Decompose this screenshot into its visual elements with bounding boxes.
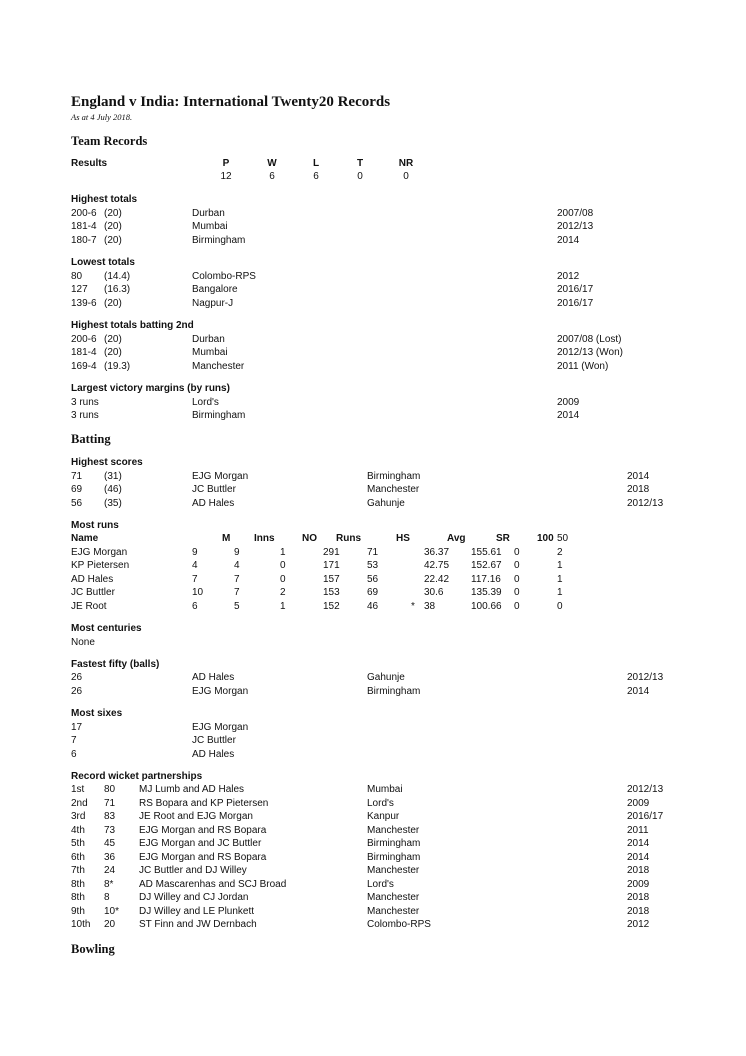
player-name: KP Pietersen [71,560,130,571]
venue: Manchester [192,361,245,372]
balls: (46) [104,484,122,495]
overs: (20) [104,208,122,219]
season: 2011 [627,825,649,836]
player: EJG Morgan [192,722,249,733]
header-m: M [222,533,231,544]
score: 169-4 [71,361,97,372]
wicket: 10th [71,919,91,930]
margin: 3 runs [71,410,99,421]
season: 2014 [627,852,650,863]
runs: 157 [323,574,340,585]
matches: 7 [192,574,198,585]
venue: Gahunje [367,672,405,683]
header-inns: Inns [254,533,275,544]
season: 2012/13 [627,784,664,795]
average: 38 [424,601,436,612]
wicket: 8th [71,892,85,903]
venue: Birmingham [192,410,246,421]
not-outs: 0 [280,560,286,571]
header-hs: HS [396,533,410,544]
venue: Mumbai [192,347,228,358]
overs: (20) [104,334,122,345]
balls: 26 [71,686,83,697]
venue: Birmingham [367,852,421,863]
season: 2011 (Won) [557,361,609,372]
player: JC Buttler [192,484,236,495]
high-score: 53 [367,560,379,571]
pair: EJG Morgan and RS Bopara [139,852,267,863]
results-value-w: 6 [269,171,275,182]
hundreds: 0 [514,574,520,585]
season: 2018 [627,484,650,495]
margin: 3 runs [71,397,99,408]
fifties: 2 [557,547,563,558]
season: 2012/13 (Won) [557,347,623,358]
overs: (14.4) [104,271,131,282]
innings: 4 [234,560,240,571]
score: 180-7 [71,235,97,246]
venue: Nagpur-J [192,298,234,309]
hundreds: 0 [514,587,520,598]
header-sr: SR [496,533,510,544]
count: 7 [71,735,77,746]
header-100: 100 [537,533,554,544]
season: 2012 [557,271,580,282]
runs: 69 [71,484,83,495]
not-outs: 1 [280,547,286,558]
wicket: 4th [71,825,85,836]
matches: 6 [192,601,198,612]
season: 2007/08 [557,208,594,219]
count: 17 [71,722,83,733]
overs: (19.3) [104,361,131,372]
pair: ST Finn and JW Dernbach [139,919,257,930]
venue: Birmingham [367,471,421,482]
runs: 20 [104,919,116,930]
as-at-date: As at 4 July 2018. [71,112,133,122]
season: 2012/13 [557,221,594,232]
wicket: 5th [71,838,85,849]
innings: 7 [234,574,240,585]
results-label: Results [71,158,108,169]
fifties: 1 [557,560,563,571]
season: 2014 [627,686,650,697]
pair: DJ Willey and LE Plunkett [139,906,255,917]
runs: 10* [104,906,120,917]
season: 2014 [557,410,580,421]
player: JC Buttler [192,735,236,746]
season: 2016/17 [627,811,664,822]
fastest-fifty-heading: Fastest fifty (balls) [71,659,160,670]
pair: EJG Morgan and RS Bopara [139,825,267,836]
venue: Manchester [367,906,420,917]
innings: 9 [234,547,240,558]
player-name: AD Hales [71,574,114,585]
not-out-marker: * [411,601,415,612]
season: 2014 [627,838,650,849]
player-name: JC Buttler [71,587,115,598]
results-value-p: 12 [220,171,232,182]
balls: (31) [104,471,122,482]
player-name: EJG Morgan [71,547,128,558]
runs: 73 [104,825,116,836]
wicket: 7th [71,865,85,876]
strike-rate: 117.16 [471,574,501,585]
season: 2009 [627,798,650,809]
fifties: 0 [557,601,563,612]
fifties: 1 [557,574,563,585]
results-header-p: P [222,158,230,169]
pair: RS Bopara and KP Pietersen [139,798,269,809]
score: 127 [71,284,88,295]
venue: Birmingham [367,686,421,697]
venue: Birmingham [192,235,246,246]
venue: Colombo-RPS [367,919,431,930]
high-score: 56 [367,574,379,585]
strike-rate: 155.61 [471,547,502,558]
score: 181-4 [71,221,97,232]
results-value-nr: 0 [403,171,409,182]
score: 181-4 [71,347,97,358]
player: AD Hales [192,749,235,760]
wicket: 8th [71,879,85,890]
venue: Lord's [192,397,219,408]
average: 42.75 [424,560,450,571]
player: EJG Morgan [192,686,249,697]
venue: Gahunje [367,498,405,509]
most-sixes-heading: Most sixes [71,708,123,719]
player: AD Hales [192,672,235,683]
hundreds: 0 [514,560,520,571]
pair: JE Root and EJG Morgan [139,811,253,822]
wicket: 2nd [71,798,88,809]
average: 36.37 [424,547,450,558]
season: 2007/08 (Lost) [557,334,622,345]
season: 2014 [557,235,580,246]
results-value-l: 6 [313,171,319,182]
runs: 24 [104,865,116,876]
results-header-w: W [267,158,277,169]
player: EJG Morgan [192,471,249,482]
score: 200-6 [71,208,97,219]
runs: 291 [323,547,340,558]
overs: (16.3) [104,284,131,295]
header-runs: Runs [336,533,361,544]
lowest-totals-heading: Lowest totals [71,257,135,268]
hundreds: 0 [514,601,520,612]
innings: 7 [234,587,240,598]
venue: Manchester [367,825,420,836]
season: 2018 [627,906,650,917]
header-name: Name [71,533,99,544]
venue: Mumbai [192,221,228,232]
pair: DJ Willey and CJ Jordan [139,892,249,903]
page-title: England v India: International Twenty20 Records [71,94,391,110]
header-avg: Avg [447,533,466,544]
pair: JC Buttler and DJ Willey [139,865,247,876]
wicket: 6th [71,852,85,863]
section-heading-team-records: Team Records [71,134,148,148]
balls: (35) [104,498,122,509]
runs: 171 [323,560,340,571]
runs: 80 [104,784,116,795]
wicket: 9th [71,906,85,917]
overs: (20) [104,235,122,246]
season: 2012 [627,919,650,930]
venue: Kanpur [367,811,400,822]
venue: Durban [192,334,225,345]
venue: Bangalore [192,284,238,295]
venue: Lord's [367,879,394,890]
strike-rate: 100.66 [471,601,502,612]
runs: 8* [104,879,114,890]
score: 139-6 [71,298,97,309]
overs: (20) [104,347,122,358]
results-header-nr: NR [398,158,414,169]
matches: 4 [192,560,198,571]
overs: (20) [104,221,122,232]
runs: 45 [104,838,116,849]
pair: MJ Lumb and AD Hales [139,784,245,795]
venue: Manchester [367,484,420,495]
most-centuries-heading: Most centuries [71,623,142,634]
wicket: 1st [71,784,85,795]
count: 6 [71,749,77,760]
results-header-t: T [356,158,364,169]
most-runs-heading: Most runs [71,520,119,531]
average: 22.42 [424,574,450,585]
venue: Manchester [367,892,420,903]
runs: 152 [323,601,340,612]
venue: Lord's [367,798,394,809]
runs: 71 [71,471,83,482]
highest-scores-heading: Highest scores [71,457,143,468]
high-score: 71 [367,547,379,558]
runs: 36 [104,852,116,863]
header-50: 50 [557,533,569,544]
runs: 83 [104,811,116,822]
season: 2012/13 [627,672,664,683]
average: 30.6 [424,587,444,598]
section-heading-batting: Batting [71,432,111,446]
strike-rate: 152.67 [471,560,502,571]
season: 2016/17 [557,284,594,295]
results-value-t: 0 [357,171,363,182]
header-no: NO [302,533,317,544]
venue: Birmingham [367,838,421,849]
venue: Durban [192,208,225,219]
partnerships-heading: Record wicket partnerships [71,771,203,782]
runs: 56 [71,498,83,509]
high-score: 69 [367,587,379,598]
season: 2012/13 [627,498,664,509]
highest-batting-2nd-heading: Highest totals batting 2nd [71,320,194,331]
not-outs: 2 [280,587,286,598]
innings: 5 [234,601,240,612]
season: 2016/17 [557,298,594,309]
overs: (20) [104,298,122,309]
matches: 9 [192,547,198,558]
season: 2018 [627,892,650,903]
results-header-l: L [312,158,320,169]
highest-totals-heading: Highest totals [71,194,138,205]
runs: 8 [104,892,110,903]
season: 2009 [627,879,650,890]
largest-victory-heading: Largest victory margins (by runs) [71,383,230,394]
runs: 153 [323,587,340,598]
balls: 26 [71,672,83,683]
most-centuries-value: None [71,637,95,648]
player-name: JE Root [71,601,107,612]
fifties: 1 [557,587,563,598]
season: 2009 [557,397,580,408]
wicket: 3rd [71,811,86,822]
venue: Manchester [367,865,420,876]
runs: 71 [104,798,116,809]
section-heading-bowling: Bowling [71,942,115,956]
pair: AD Mascarenhas and SCJ Broad [139,879,287,890]
score: 200-6 [71,334,97,345]
venue: Colombo-RPS [192,271,256,282]
season: 2018 [627,865,650,876]
not-outs: 1 [280,601,286,612]
season: 2014 [627,471,650,482]
player: AD Hales [192,498,235,509]
matches: 10 [192,587,204,598]
high-score: 46 [367,601,379,612]
venue: Mumbai [367,784,403,795]
score: 80 [71,271,83,282]
not-outs: 0 [280,574,286,585]
hundreds: 0 [514,547,520,558]
pair: EJG Morgan and JC Buttler [139,838,262,849]
strike-rate: 135.39 [471,587,502,598]
